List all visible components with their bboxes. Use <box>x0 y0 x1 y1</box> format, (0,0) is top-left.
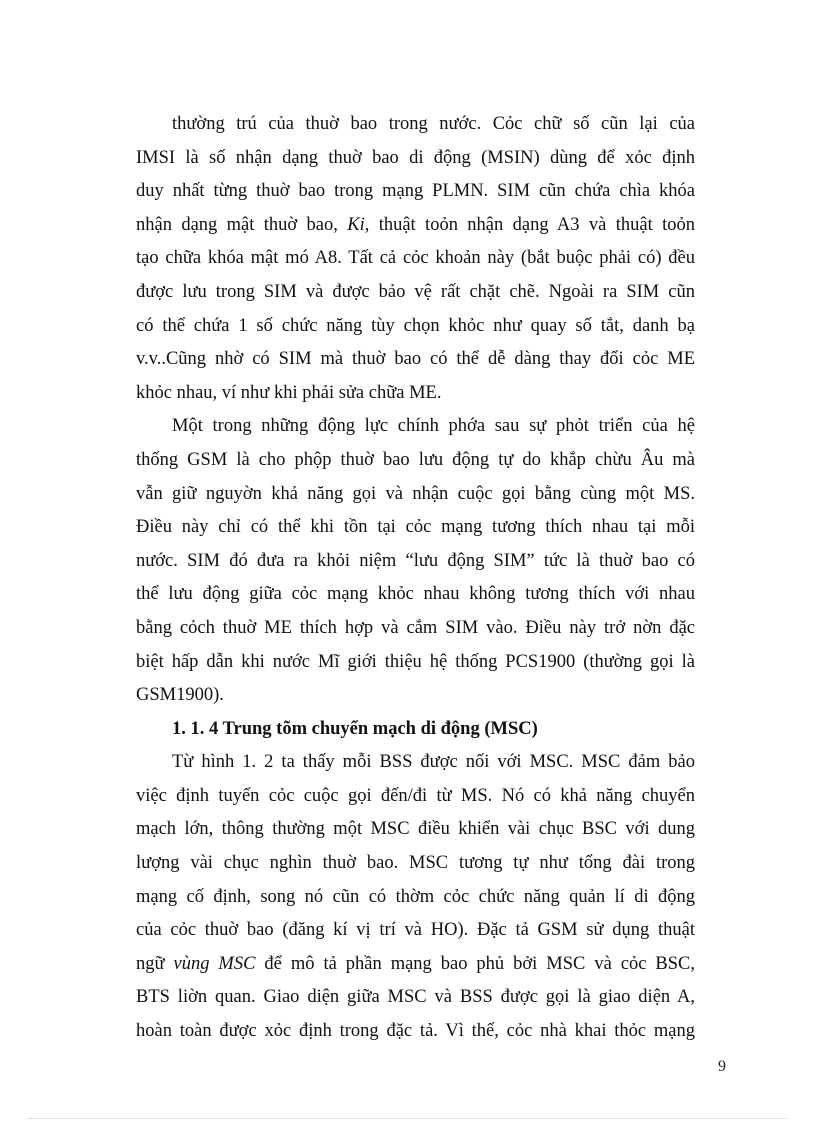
text-line: thường trú của thuờ bao trong nước. Cỏc chữ số cũn lại của <box>172 114 695 134</box>
text-line: việc định tuyến cỏc cuộc gọi đến/đi từ MS. Nó có khả năng chuyển <box>136 785 695 806</box>
footer-divider <box>28 1118 788 1119</box>
text-line: hoàn toàn được xỏc định trong đặc tả. Vì thế, cỏc nhà khai thỏc mạng <box>136 1021 695 1042</box>
text-line: Từ hình 1. 2 ta thấy mỗi BSS được nối với MSC. MSC đảm bảo <box>172 752 695 773</box>
text-line: Điều này chỉ có thể khi tồn tại cỏc mạng tương thích nhau tại mỗi <box>136 517 695 538</box>
text-fragment: , thuật toỏn nhận dạng A3 và thuật toỏn <box>364 214 695 235</box>
text-line: mạng cố định, song nó cũn có thờm cỏc chức năng quản lí di động <box>136 886 695 907</box>
text-line: BTS liờn quan. Giao diện giữa MSC và BSS được gọi là giao diện A, <box>136 987 695 1008</box>
text-line: của cỏc thuờ bao (đăng kí vị trí và HO). Đặc tả GSM sử dụng thuật <box>136 920 695 941</box>
text-line: Một trong những động lực chính phớa sau sự phỏt triển của hệ <box>172 416 695 437</box>
text-line: thể lưu động giữa cỏc mạng khỏc nhau không tương thích với nhau <box>136 584 695 605</box>
text-line: nước. SIM đó đưa ra khỏi niệm “lưu động SIM” tức là thuờ bao có <box>136 550 695 571</box>
text-line: thống GSM là cho phộp thuờ bao lưu động tự do khắp chừu Âu mà <box>136 449 695 470</box>
page-number: 9 <box>718 1058 726 1075</box>
italic-term: vùng MSC <box>173 953 256 974</box>
text-fragment: ngữ <box>136 953 174 974</box>
text-line: lượng vài chục nghìn thuờ bao. MSC tương tự như tổng đài trong <box>136 853 695 874</box>
section-heading: 1. 1. 4 Trung tõm chuyển mạch di động (MSC) <box>172 718 538 739</box>
text-line: tạo chữa khóa mật mó A8. Tất cả cỏc khoản này (bắt buộc phải có) đều <box>136 248 695 269</box>
text-line: vẫn giữ nguyờn khả năng gọi và nhận cuộc gọi bằng cùng một MS. <box>136 483 695 504</box>
text-line: v.v..Cũng nhờ có SIM mà thuờ bao có thể dễ dàng thay đổi cỏc ME <box>136 349 695 370</box>
text-fragment: để mô tả phần mạng bao phủ bởi MSC và cỏc BSC, <box>255 953 696 974</box>
text-line: bằng cỏch thuờ ME thích hợp và cắm SIM vào. Điều này trở nờn đặc <box>136 617 695 638</box>
text-line: IMSI là số nhận dạng thuờ bao di động (MSIN) dùng để xỏc định <box>136 147 695 168</box>
text-line: được lưu trong SIM và được bảo vệ rất chặt chẽ. Ngoài ra SIM cũn <box>136 281 695 302</box>
text-line: GSM1900). <box>136 685 224 706</box>
text-line: biệt hấp dẫn khi nước Mĩ giới thiệu hệ thống PCS1900 (thường gọi là <box>136 651 695 672</box>
ki-symbol: Ki <box>347 214 365 235</box>
text-line: duy nhất từng thuờ bao trong mạng PLMN. SIM cũn chứa chìa khóa <box>136 181 695 202</box>
text-line-with-italic <box>136 948 695 982</box>
body-text <box>136 108 695 1049</box>
text-line: có thể chứa 1 số chức năng tùy chọn khỏc như quay số tắt, danh bạ <box>136 315 695 336</box>
text-line: khỏc nhau, ví như khi phải sửa chữa ME. <box>136 382 442 403</box>
text-line-with-ki <box>136 209 695 243</box>
text-line: mạch lớn, thông thường một MSC điều khiển vài chục BSC với dung <box>136 819 695 840</box>
text-fragment: nhận dạng mật thuờ bao, <box>136 214 348 235</box>
